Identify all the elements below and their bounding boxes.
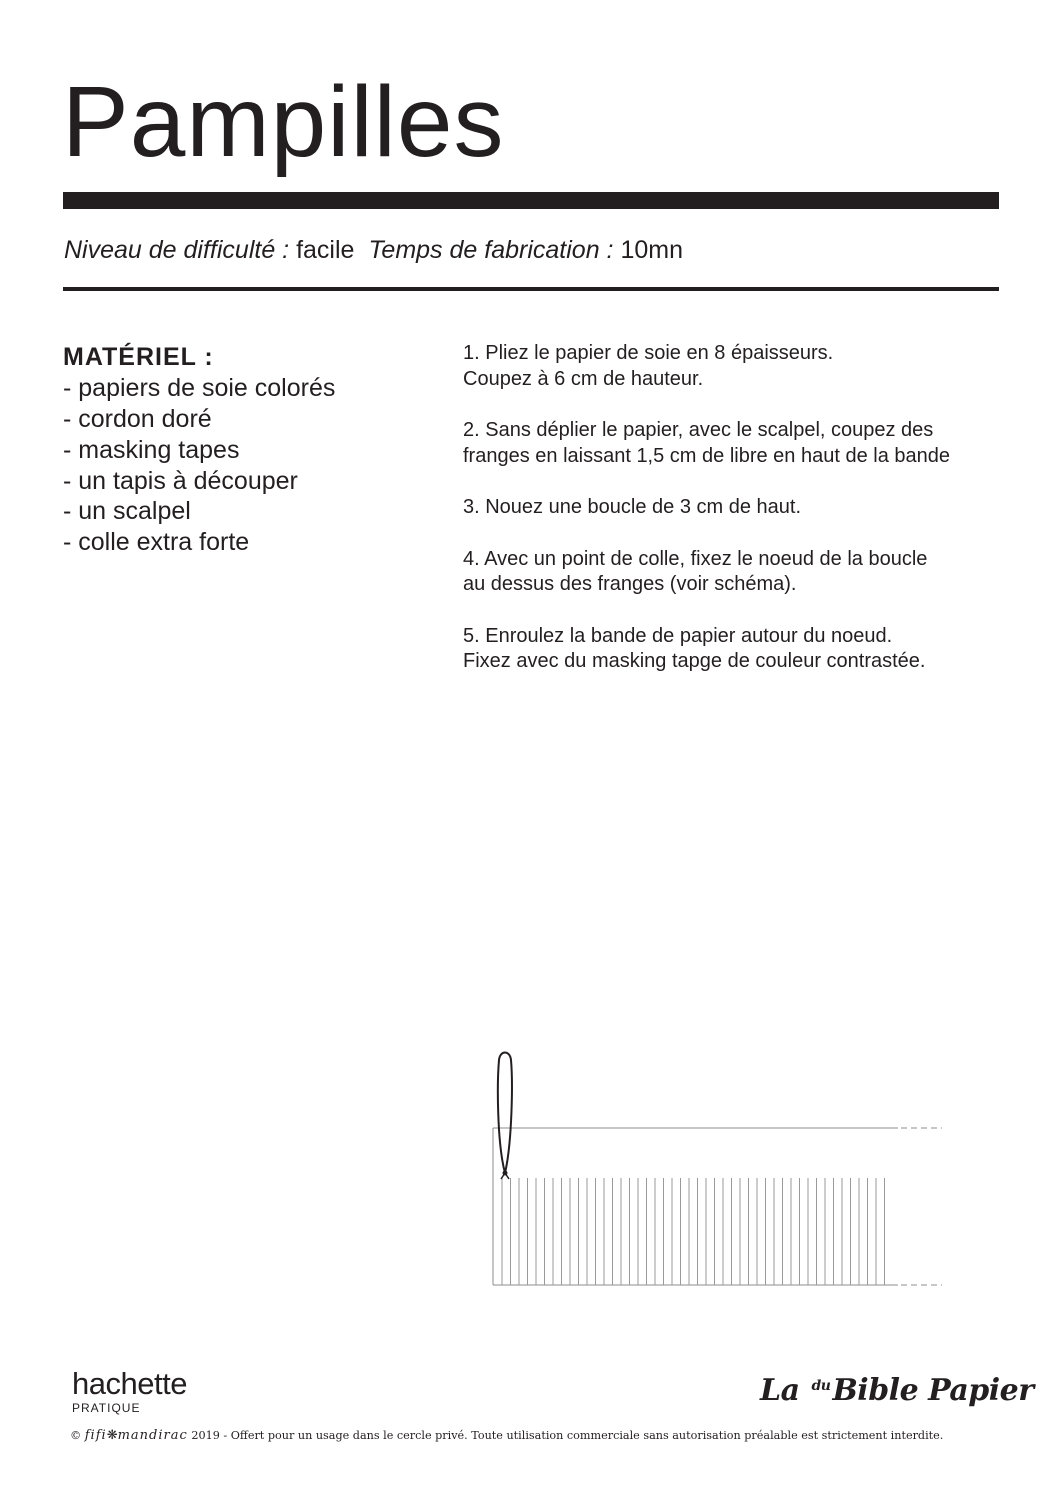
author-last: mandirac	[117, 1428, 188, 1443]
instructions	[463, 341, 1023, 701]
step-line: 3. Nouez une boucle de 3 cm de haut.	[463, 496, 802, 518]
step-4	[463, 547, 1023, 598]
step-line: 4. Avec un point de colle, fixez le noeud de la boucle	[463, 547, 928, 570]
material-item: - cordon doré	[63, 405, 212, 434]
paper-strip	[493, 1128, 942, 1285]
time-label: Temps de fabrication :	[368, 236, 614, 264]
material-item: - papiers de soie colorés	[63, 374, 336, 403]
materials-section	[63, 342, 335, 558]
hachette-logo	[72, 1368, 187, 1415]
step-line: Coupez à 6 cm de hauteur.	[463, 367, 704, 390]
step-1	[463, 341, 1023, 392]
step-line: Fixez avec du masking tapge de couleur contrastée.	[463, 650, 926, 672]
flower-icon: ❋	[106, 1428, 118, 1443]
copyright-symbol: ©	[70, 1429, 82, 1442]
bible-du-papier-logo: La $^{du}$Bible Papier	[760, 1373, 1034, 1408]
time-value: 10mn	[620, 236, 683, 264]
material-item: - un tapis à découper	[63, 466, 298, 495]
step-3	[463, 495, 1023, 521]
difficulty-value: facile	[296, 236, 355, 264]
tassel-diagram	[486, 1048, 956, 1293]
cord-loop	[498, 1053, 512, 1180]
page-title: Pampilles	[62, 66, 505, 178]
copyright-text: 2019 - Offert pour un usage dans le cercle privé. Toute utilisation commerciale sans autorisation préalable est strictement interdite.	[187, 1429, 944, 1442]
meta-rule	[63, 287, 999, 291]
step-line: 1. Pliez le papier de soie en 8 épaisseurs.	[463, 342, 834, 364]
meta-line	[64, 235, 683, 265]
title-rule	[63, 192, 999, 209]
step-line: au dessus des franges (voir schéma).	[463, 573, 797, 595]
material-item: - un scalpel	[63, 497, 191, 526]
author-first: fifi	[84, 1428, 107, 1443]
step-line: 5. Enroulez la bande de papier autour du noeud.	[463, 624, 893, 647]
materials-list	[63, 373, 335, 558]
material-item: - colle extra forte	[63, 528, 250, 557]
copyright-line	[70, 1428, 943, 1444]
material-item: - masking tapes	[63, 435, 240, 464]
step-5	[463, 624, 1023, 675]
step-line: franges en laissant 1,5 cm de libre en haut de la bande	[463, 444, 950, 467]
step-line: 2. Sans déplier le papier, avec le scalpel, coupez des	[463, 419, 934, 441]
publisher-sub: PRATIQUE	[72, 1401, 141, 1415]
fringe-lines	[502, 1178, 885, 1285]
materials-heading: MATÉRIEL :	[63, 343, 214, 371]
step-2	[463, 418, 1023, 469]
publisher-name: hachette	[72, 1366, 187, 1401]
difficulty-label: Niveau de difficulté :	[64, 236, 290, 264]
